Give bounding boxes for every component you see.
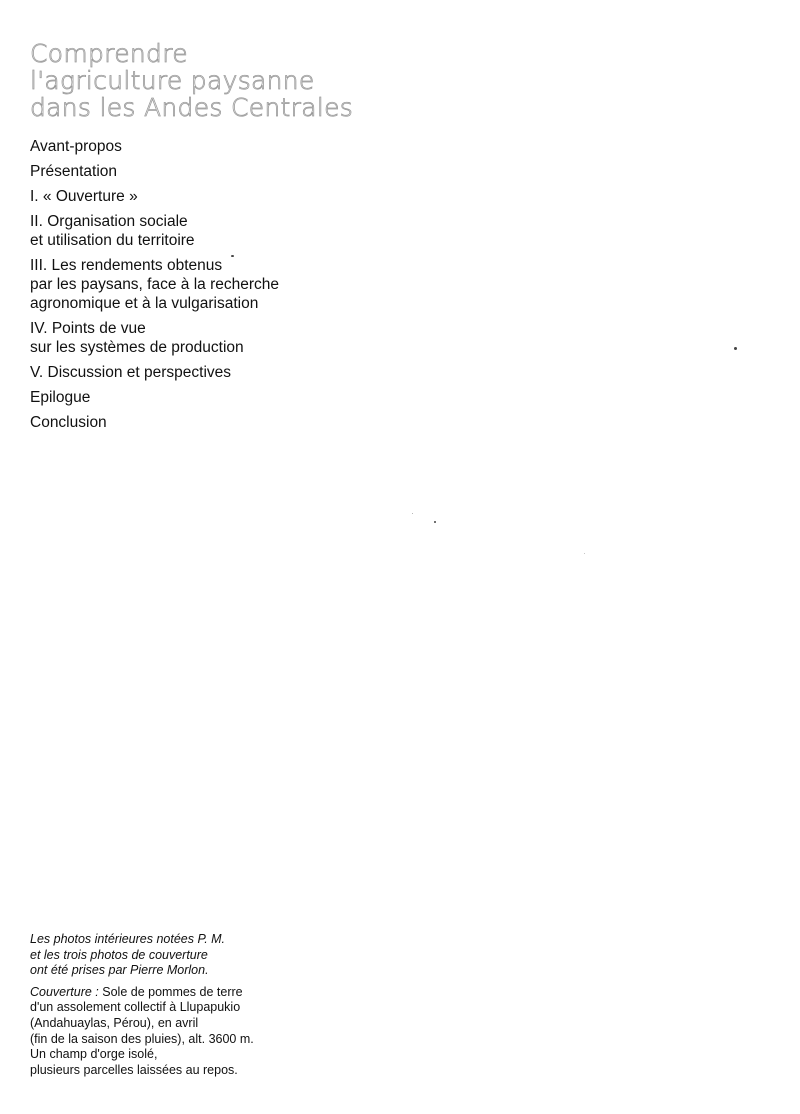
toc-entry-line: sur les systèmes de production [30,339,244,356]
toc-entry-line: par les paysans, face à la recherche [30,276,279,293]
toc-entry-avant-propos [30,137,350,156]
cover-caption-line [30,985,350,1001]
toc-entry-line: I. « Ouverture » [30,188,138,205]
photo-credit-line: Les photos intérieures notées P. M. [30,932,226,946]
title-line: l'agriculture paysanne [30,66,315,95]
toc-entry-chapter-5 [30,363,350,382]
toc-entry-line: et utilisation du territoire [30,232,195,249]
toc-entry-line: Epilogue [30,389,91,406]
cover-caption-line: (Andahuaylas, Pérou), en avril [30,1015,199,1030]
cover-caption-line: (fin de la saison des pluies), alt. 3600 m. [30,1031,254,1046]
title-line: dans les Andes Centrales [30,93,354,122]
toc-entry-line: III. Les rendements obtenus [30,257,223,274]
toc-entry-epilogue [30,388,350,407]
toc-entry-line: V. Discussion et perspectives [30,364,232,381]
page-title [30,39,354,122]
toc-entry-line: Conclusion [30,414,107,431]
toc-entry-line: Présentation [30,163,118,180]
toc-entry-line: Avant-propos [30,138,122,155]
photo-credit-line: et les trois photos de couverture [30,947,208,962]
toc-entry-chapter-2 [30,212,350,250]
toc-entry-chapter-1 [30,187,350,206]
toc-entry-conclusion [30,413,350,432]
toc-entry-presentation [30,162,350,181]
cover-caption-line: Un champ d'orge isolé, [30,1047,158,1062]
cover-caption-text: Sole de pommes de terre [98,984,243,999]
photo-credit-line: ont été prises par Pierre Morlon. [30,963,209,978]
scan-speck [584,553,585,554]
toc-entry-line: agronomique et à la vulgarisation [30,295,259,312]
photo-credit [30,932,350,979]
scan-speck [434,521,436,523]
toc-entry-chapter-4 [30,319,350,357]
scan-speck [231,255,234,257]
title-line: Comprendre [30,39,188,68]
toc-entry-line: IV. Points de vue [30,320,146,337]
cover-caption-line: plusieurs parcelles laissées au repos. [30,1062,238,1077]
toc-entry-chapter-3 [30,256,350,313]
cover-caption-line: d'un assolement collectif à Llupapukio [30,1000,241,1015]
toc-entry-line: II. Organisation sociale [30,213,188,230]
scan-speck [734,347,737,350]
scan-speck [412,513,413,514]
cover-caption [30,985,350,1079]
colophon [30,932,350,1078]
cover-caption-label: Couverture : [30,984,99,999]
table-of-contents [30,137,350,438]
